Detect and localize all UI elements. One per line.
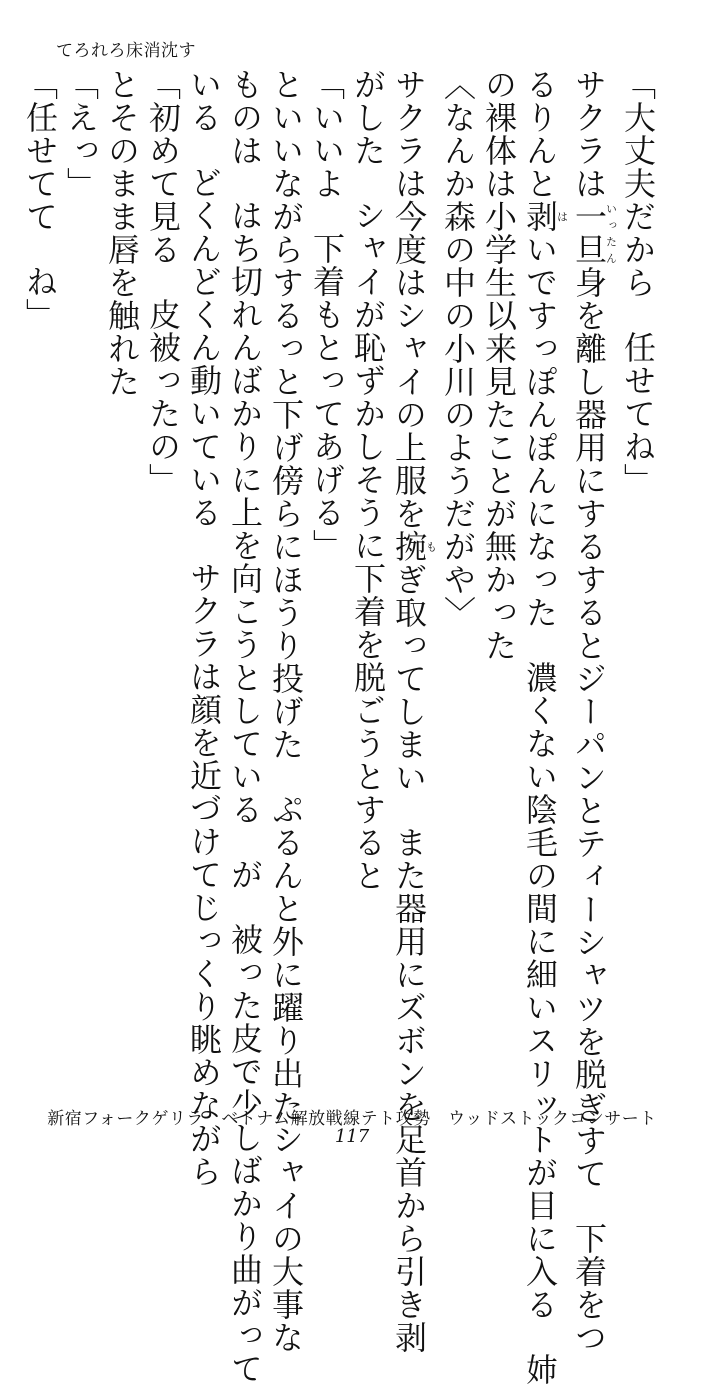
text-segment: 「えっ」: [62, 68, 100, 200]
text-segment: また器用にズボンを足首から引き剥: [390, 826, 428, 1354]
ruby-annotation: [570, 200, 618, 266]
text-line: [60, 68, 101, 1108]
text-segment: どくんどくん動いている: [185, 166, 223, 529]
text-segment: といいながらするっと下げ傍らにほうり投げた: [267, 68, 305, 761]
text-segment: 「任せてて: [21, 68, 59, 233]
text-segment: 「大丈夫だから: [619, 68, 657, 299]
text-line: [347, 68, 388, 1108]
text-segment: 下着をつ: [570, 1222, 608, 1354]
text-segment: が: [226, 858, 264, 891]
text-segment: 皮被ったの」: [144, 298, 182, 496]
ruby-base: 剥: [521, 200, 559, 233]
ruby-annotation: [521, 200, 569, 233]
text-segment: シャイが恥ずかしそうに下着を脱ごうとすると: [349, 199, 387, 892]
text-line: [142, 68, 183, 1108]
text-line: [19, 68, 60, 1108]
text-line: [617, 68, 658, 1108]
text-line: [437, 68, 478, 1108]
text-line: [478, 68, 519, 1108]
text-segment: 姉: [521, 1353, 559, 1386]
ruby-base: 一旦: [570, 200, 608, 266]
page-number: 117: [334, 1126, 370, 1147]
text-segment: 身を離し器用にするするとジーパンとティーシャツを脱ぎすて: [570, 266, 608, 1190]
footer-caption: 新宿フォークゲリラ ベトナム解放戦線テト攻勢 ウッドストックコンサート: [47, 1109, 657, 1129]
text-line: [101, 68, 142, 1108]
text-line: [519, 68, 569, 1386]
text-line: [568, 68, 618, 1354]
text-segment: 被った皮で少しばかり曲がって: [226, 923, 264, 1385]
text-segment: サクラは顔を近づけてじっくり眺めながら: [185, 561, 223, 1188]
text-line: [306, 68, 347, 1108]
ruby-reading: は: [555, 200, 569, 233]
text-segment: サクラは今度はシャイの上服を: [390, 68, 428, 530]
text-segment: ね」: [21, 265, 59, 331]
text-segment: いですっぽんぽんになった: [521, 233, 559, 629]
text-line: [224, 68, 265, 1385]
text-segment: サクラは: [570, 68, 608, 200]
text-segment: ものは: [226, 68, 264, 167]
text-segment: 濃くない陰毛の間に細いスリットが目に入る: [521, 661, 559, 1321]
ruby-annotation: [390, 530, 438, 563]
ruby-reading: も: [424, 530, 438, 563]
text-segment: ぎ取ってしまい: [390, 563, 428, 794]
text-line: [183, 68, 224, 1188]
text-segment: いる: [185, 68, 223, 134]
text-segment: ぷるんと外に躍り出たシャイの大事な: [267, 793, 305, 1354]
ruby-base: 捥: [390, 530, 428, 563]
text-segment: 任せてね」: [619, 331, 657, 496]
text-segment: がした: [349, 68, 387, 167]
text-segment: るりんと: [521, 68, 559, 200]
text-line: [265, 68, 306, 1354]
text-segment: とそのまま唇を触れた: [103, 68, 141, 398]
text-segment: 「いいよ: [308, 68, 346, 200]
ruby-reading: いったん: [604, 200, 618, 266]
text-segment: 〈なんか森の中の小川のようだがや〉: [439, 68, 477, 629]
text-segment: 「初めて見る: [144, 68, 182, 266]
text-segment: 下着もとってあげる」: [308, 232, 346, 562]
running-head: てろれろ床消沈す: [56, 41, 196, 61]
text-line: [388, 68, 438, 1354]
text-segment: の裸体は小学生以来見たことが無かった: [480, 68, 518, 662]
text-segment: はち切れんばかりに上を向こうとしている: [226, 199, 264, 826]
